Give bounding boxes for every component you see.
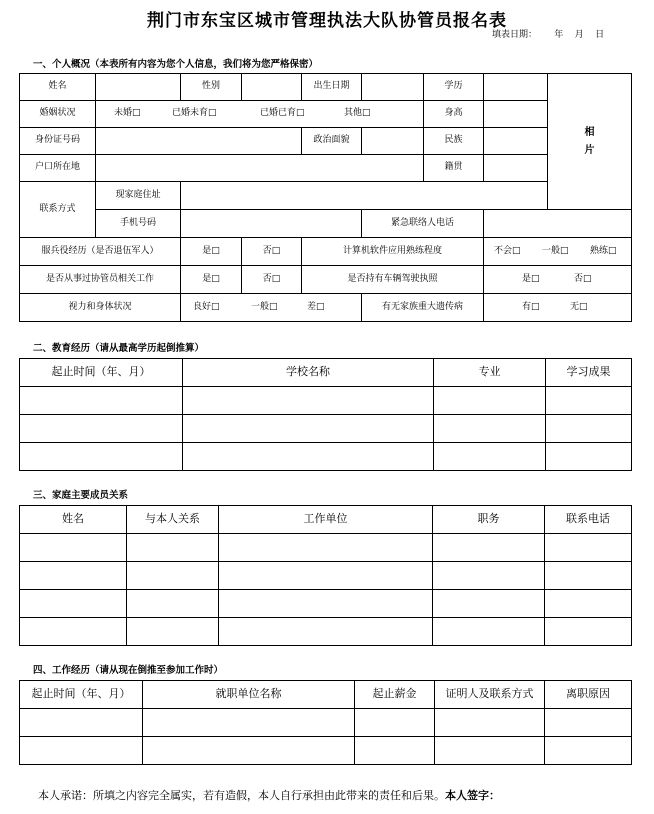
name-field[interactable]	[96, 74, 181, 101]
table-cell[interactable]	[545, 618, 632, 646]
work-header-employer: 就职单位名称	[143, 681, 355, 709]
work-header-salary: 起止薪金	[355, 681, 435, 709]
table-cell[interactable]	[219, 562, 433, 590]
fill-date-label: 填表日期：	[492, 30, 538, 40]
name-label: 姓名	[20, 74, 96, 101]
hukou-label: 户口所在地	[20, 155, 96, 182]
family-disease-no[interactable]: 无□	[570, 301, 588, 312]
family-disease-label: 有无家族重大遗传病	[362, 294, 484, 322]
photo-label-bottom: 片	[584, 144, 595, 156]
fill-date-year: 年	[554, 30, 564, 40]
military-label: 服兵役经历（是否退伍军人）	[20, 238, 181, 266]
table-cell[interactable]	[20, 443, 183, 471]
signature-label[interactable]: 本人签字：	[445, 789, 500, 802]
birth-date-field[interactable]	[362, 74, 424, 101]
family-disease-yes[interactable]: 有□	[522, 301, 540, 312]
table-cell[interactable]	[143, 737, 355, 765]
section4-heading: 四、工作经历（请从现在倒推至参加工作时）	[33, 665, 224, 676]
education-table	[19, 358, 632, 471]
marital-status-label: 婚姻状况	[20, 101, 96, 128]
work-header-reference: 证明人及联系方式	[435, 681, 545, 709]
edu-header-period: 起止时间（年、月）	[20, 359, 183, 387]
table-cell[interactable]	[20, 415, 183, 443]
table-cell[interactable]	[545, 562, 632, 590]
height-field[interactable]	[484, 101, 548, 128]
work-header-leave-reason: 离职原因	[545, 681, 632, 709]
table-cell[interactable]	[433, 618, 545, 646]
marital-option-married-with-child[interactable]: 已婚已育□	[260, 108, 305, 119]
edu-header-major: 专业	[434, 359, 546, 387]
table-row	[20, 415, 632, 443]
pledge-text: 本人承诺：所填之内容完全属实，若有造假，本人自行承担由此带来的责任和后果。	[38, 789, 445, 802]
table-cell[interactable]	[545, 737, 632, 765]
marital-options[interactable]	[96, 101, 424, 128]
table-cell[interactable]	[355, 709, 435, 737]
health-option-fair[interactable]: 一般□	[251, 301, 278, 312]
hukou-field[interactable]	[96, 155, 424, 182]
table-cell[interactable]	[355, 737, 435, 765]
table-cell[interactable]	[183, 443, 434, 471]
engaged-before-no[interactable]: 否□	[242, 266, 302, 294]
computer-option-skilled[interactable]: 熟练□	[590, 245, 617, 256]
table-row	[20, 737, 632, 765]
table-cell[interactable]	[435, 709, 545, 737]
political-status-field[interactable]	[362, 128, 424, 155]
form-title: 荆门市东宝区城市管理执法大队协管员报名表	[147, 11, 507, 31]
table-cell[interactable]	[183, 387, 434, 415]
table-cell[interactable]	[183, 415, 434, 443]
id-number-label: 身份证号码	[20, 128, 96, 155]
computer-skill-label: 计算机软件应用熟练程度	[302, 238, 484, 266]
table-row	[20, 618, 632, 646]
family-header-relation: 与本人关系	[127, 506, 219, 534]
table-cell[interactable]	[20, 387, 183, 415]
edu-header-school: 学校名称	[183, 359, 434, 387]
table-cell[interactable]	[546, 415, 632, 443]
gender-field[interactable]	[242, 74, 302, 101]
section1-heading: 一、个人概况（本表所有内容为您个人信息，我们将为您严格保密）	[33, 59, 319, 70]
table-cell[interactable]	[20, 534, 127, 562]
table-cell[interactable]	[546, 443, 632, 471]
native-place-label: 籍贯	[424, 155, 484, 182]
table-cell[interactable]	[435, 737, 545, 765]
photo-label-top: 相	[584, 126, 595, 138]
edu-header-achievement: 学习成果	[546, 359, 632, 387]
table-cell[interactable]	[434, 443, 546, 471]
table-cell[interactable]	[20, 562, 127, 590]
table-cell[interactable]	[433, 562, 545, 590]
fill-date-day: 日	[595, 30, 605, 40]
native-place-field[interactable]	[484, 155, 548, 182]
table-cell[interactable]	[433, 590, 545, 618]
table-cell[interactable]	[433, 534, 545, 562]
education-label: 学历	[424, 74, 484, 101]
contact-label: 联系方式	[20, 182, 96, 238]
work-history-table	[19, 680, 632, 765]
section2-heading: 二、教育经历（请从最高学历起倒推算）	[33, 343, 205, 354]
table-cell[interactable]	[219, 618, 433, 646]
computer-skill-options[interactable]	[484, 238, 632, 266]
table-cell[interactable]	[20, 618, 127, 646]
pledge-statement	[38, 787, 500, 803]
section3-heading: 三、家庭主要成员关系	[33, 490, 129, 501]
driving-license-no[interactable]: 否□	[574, 273, 592, 284]
table-cell[interactable]	[545, 709, 632, 737]
phone-label: 手机号码	[96, 210, 181, 238]
military-yes[interactable]: 是□	[181, 238, 242, 266]
table-cell[interactable]	[219, 534, 433, 562]
health-options[interactable]	[181, 294, 362, 322]
table-row	[20, 387, 632, 415]
engaged-before-label: 是否从事过协管员相关工作	[20, 266, 181, 294]
height-label: 身高	[424, 101, 484, 128]
family-disease-options[interactable]	[484, 294, 632, 322]
marital-option-married-no-child[interactable]: 已婚未育□	[172, 108, 217, 119]
personal-info-table	[19, 73, 632, 322]
computer-option-basic[interactable]: 一般□	[542, 245, 569, 256]
address-label: 现家庭住址	[96, 182, 181, 210]
driving-license-options[interactable]	[484, 266, 632, 294]
gender-label: 性别	[181, 74, 242, 101]
education-field[interactable]	[484, 74, 548, 101]
id-number-field[interactable]	[96, 128, 302, 155]
table-cell[interactable]	[434, 415, 546, 443]
table-cell[interactable]	[20, 737, 143, 765]
emergency-contact-label: 紧急联络人电话	[362, 210, 484, 238]
table-cell[interactable]	[127, 562, 219, 590]
family-table	[19, 505, 632, 646]
driving-license-yes[interactable]: 是□	[522, 273, 540, 284]
photo-box[interactable]	[548, 74, 632, 210]
family-header-employer: 工作单位	[219, 506, 433, 534]
phone-field[interactable]	[181, 210, 362, 238]
table-cell[interactable]	[20, 590, 127, 618]
political-status-label: 政治面貌	[302, 128, 362, 155]
table-cell[interactable]	[545, 590, 632, 618]
table-row	[20, 709, 632, 737]
table-cell[interactable]	[434, 387, 546, 415]
vision-health-label: 视力和身体状况	[20, 294, 181, 322]
table-cell[interactable]	[546, 387, 632, 415]
ethnicity-label: 民族	[424, 128, 484, 155]
family-header-name: 姓名	[20, 506, 127, 534]
table-row	[20, 562, 632, 590]
table-cell[interactable]	[127, 590, 219, 618]
driving-license-label: 是否持有车辆驾驶执照	[302, 266, 484, 294]
table-cell[interactable]	[545, 534, 632, 562]
health-option-poor[interactable]: 差□	[307, 301, 325, 312]
health-option-good[interactable]: 良好□	[193, 301, 220, 312]
marital-option-single[interactable]: 未婚□	[114, 108, 141, 119]
family-header-position: 职务	[433, 506, 545, 534]
fill-date-month: 月	[574, 30, 584, 40]
computer-option-none[interactable]: 不会□	[494, 245, 521, 256]
birth-date-label: 出生日期	[302, 74, 362, 101]
table-cell[interactable]	[20, 709, 143, 737]
address-field[interactable]	[181, 182, 548, 210]
work-header-period: 起止时间（年、月）	[20, 681, 143, 709]
engaged-before-yes[interactable]: 是□	[181, 266, 242, 294]
marital-option-other[interactable]: 其他□	[344, 108, 371, 119]
fill-date	[492, 27, 604, 40]
table-cell[interactable]	[127, 534, 219, 562]
table-cell[interactable]	[219, 590, 433, 618]
table-row	[20, 590, 632, 618]
table-cell[interactable]	[143, 709, 355, 737]
family-header-phone: 联系电话	[545, 506, 632, 534]
table-row	[20, 443, 632, 471]
emergency-contact-field[interactable]	[484, 210, 632, 238]
table-row	[20, 534, 632, 562]
ethnicity-field[interactable]	[484, 128, 548, 155]
military-no[interactable]: 否□	[242, 238, 302, 266]
table-cell[interactable]	[127, 618, 219, 646]
